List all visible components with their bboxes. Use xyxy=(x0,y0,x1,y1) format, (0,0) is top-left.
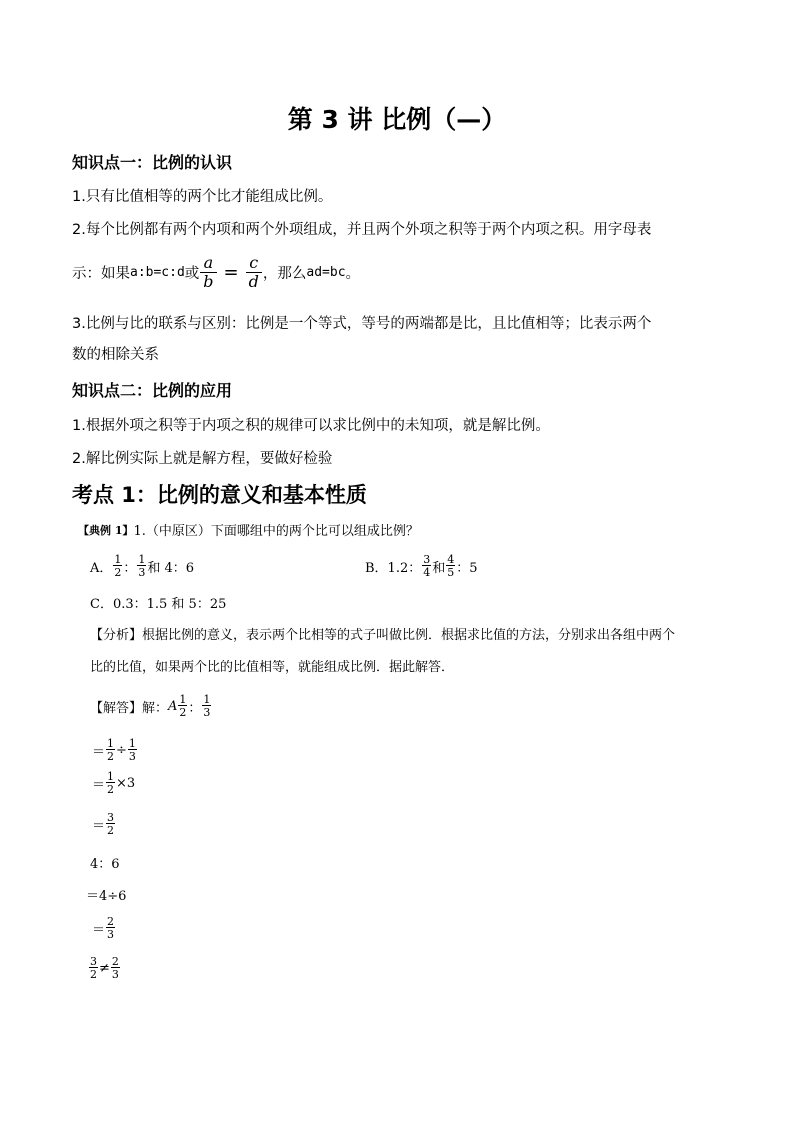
kp1-item-3-continued: 数的相除关系 xyxy=(72,347,159,363)
answer-label: 【解答】解： xyxy=(90,700,169,716)
fraction-three-halves xyxy=(89,956,98,980)
equals-sign: ＝ xyxy=(92,744,106,760)
fraction-denominator: 2 xyxy=(107,824,115,837)
fraction-denominator: 3 xyxy=(111,968,119,981)
divide-sign: ÷ xyxy=(116,742,127,758)
multiply-sign: × xyxy=(116,775,127,791)
example-question xyxy=(78,520,419,539)
fraction-c-d xyxy=(246,254,262,291)
fraction-numerator: 4 xyxy=(447,553,455,566)
fraction-denominator: 2 xyxy=(90,968,97,981)
option-b xyxy=(365,549,478,583)
analysis-line-1: 【分析】根据比例的意义，表示两个比相等的式子叫做比例．根据求比值的方法，分别求出各组中两个 xyxy=(90,628,676,643)
text-segment: ，那么 xyxy=(262,265,307,282)
step-result xyxy=(92,807,116,841)
fraction-one-third xyxy=(128,738,137,762)
ratio-expression: a:b=c:d xyxy=(130,264,185,280)
fraction-numerator: 1 xyxy=(138,553,146,566)
fraction-denominator: 3 xyxy=(138,566,146,579)
fraction-two-thirds xyxy=(106,916,115,940)
fraction-numerator: 3 xyxy=(423,553,431,566)
fraction-three-quarters xyxy=(422,554,431,578)
fraction-numerator: 2 xyxy=(107,915,115,928)
fraction-one-third xyxy=(137,554,146,578)
fraction-denominator: 5 xyxy=(447,566,455,579)
text-segment: 和 xyxy=(432,560,446,576)
fraction-numerator: 1 xyxy=(107,737,115,750)
fraction-three-halves xyxy=(106,812,115,836)
option-label: B．1.2： xyxy=(365,560,422,576)
fraction-one-half xyxy=(178,694,187,718)
option-label: A． xyxy=(90,560,113,576)
fraction-numerator: 3 xyxy=(90,955,97,968)
fraction-denominator: b xyxy=(200,272,216,291)
equals-sign: ＝ xyxy=(92,818,106,834)
text-segment: 示：如果 xyxy=(72,265,130,282)
option-text: ：5 xyxy=(456,560,478,576)
equals-sign: ＝ xyxy=(92,777,106,793)
fraction-denominator: 2 xyxy=(179,706,187,719)
fraction-numerator: 1 xyxy=(128,737,136,750)
fraction-numerator: 3 xyxy=(107,811,115,824)
kp2-item-1: 1.根据外项之积等于内项之积的规律可以求比例中的未知项，就是解比例。 xyxy=(72,418,550,434)
page-title: 第 3 讲 比例（—） xyxy=(287,105,507,134)
kp1-item-2: 2.每个比例都有两个内项和两个外项组成，并且两个外项之积等于两个内项之积。用字母表 xyxy=(72,222,652,238)
fraction-one-half xyxy=(106,738,115,762)
fraction-numerator: 1 xyxy=(107,770,115,783)
fraction-numerator: c xyxy=(249,252,259,272)
kp1-item-1: 1.只有比值相等的两个比才能组成比例。 xyxy=(72,189,333,205)
fraction-denominator: 2 xyxy=(107,750,115,763)
fraction-numerator: 2 xyxy=(111,955,119,968)
text-segment: 或 xyxy=(184,265,200,282)
fraction-denominator: d xyxy=(246,272,262,291)
option-a xyxy=(90,549,194,583)
comparison-not-equal xyxy=(88,951,121,985)
analysis-line-2: 比的比值，如果两个比的比值相等，就能组成比例．据此解答． xyxy=(90,660,455,675)
step-4-div-6: ＝4÷6 xyxy=(86,889,127,904)
knowledge-point-1-heading: 知识点一：比例的认识 xyxy=(72,153,233,172)
fraction-denominator: 4 xyxy=(423,566,431,579)
fraction-denominator: 3 xyxy=(128,750,136,763)
example-tag: 【典例 1】 xyxy=(78,523,134,537)
option-text: 和 4：6 xyxy=(147,560,195,576)
kp1-item-2-formula xyxy=(72,252,360,292)
step-multiply xyxy=(92,766,135,800)
fraction-four-fifths xyxy=(446,554,455,578)
number: 3 xyxy=(126,775,136,791)
kp2-item-2: 2.解比例实际上就是解方程，要做好检验 xyxy=(72,451,333,467)
fraction-one-half xyxy=(106,771,115,795)
question-text: 1.（中原区）下面哪组中的两个比可以组成比例？ xyxy=(133,524,419,539)
fraction-two-thirds xyxy=(111,956,120,980)
equals-sign: ＝ xyxy=(92,922,106,938)
fraction-one-half xyxy=(113,554,122,578)
fraction-denominator: 2 xyxy=(114,566,122,579)
equals-sign: = xyxy=(223,261,239,283)
step-divide xyxy=(92,734,138,766)
knowledge-point-2-heading: 知识点二：比例的应用 xyxy=(72,381,233,400)
colon: ： xyxy=(123,560,137,576)
fraction-numerator: 1 xyxy=(179,693,187,706)
colon: ： xyxy=(188,700,202,716)
option-c: C．0.3：1.5 和 5：25 xyxy=(90,597,227,612)
not-equal-sign: ≠ xyxy=(99,960,110,976)
step-two-thirds xyxy=(92,911,116,945)
fraction-numerator: a xyxy=(203,252,214,272)
fraction-denominator: 2 xyxy=(107,783,115,796)
fraction-denominator: 3 xyxy=(203,706,211,719)
fraction-numerator: 1 xyxy=(114,553,122,566)
product-expression: ad=bc xyxy=(306,264,346,280)
option-letter: A xyxy=(168,698,178,714)
fraction-one-third xyxy=(202,694,211,718)
section-heading: 考点 1：比例的意义和基本性质 xyxy=(72,483,367,507)
answer-line xyxy=(90,689,212,723)
fraction-numerator: 1 xyxy=(203,693,211,706)
fraction-a-b xyxy=(200,254,216,291)
text-segment: 。 xyxy=(345,265,361,282)
ratio-4-6: 4：6 xyxy=(90,857,120,872)
kp1-item-3: 3.比例与比的联系与区别：比例是一个等式，等号的两端都是比，且比值相等；比表示两个 xyxy=(72,316,652,332)
fraction-denominator: 3 xyxy=(107,928,115,941)
